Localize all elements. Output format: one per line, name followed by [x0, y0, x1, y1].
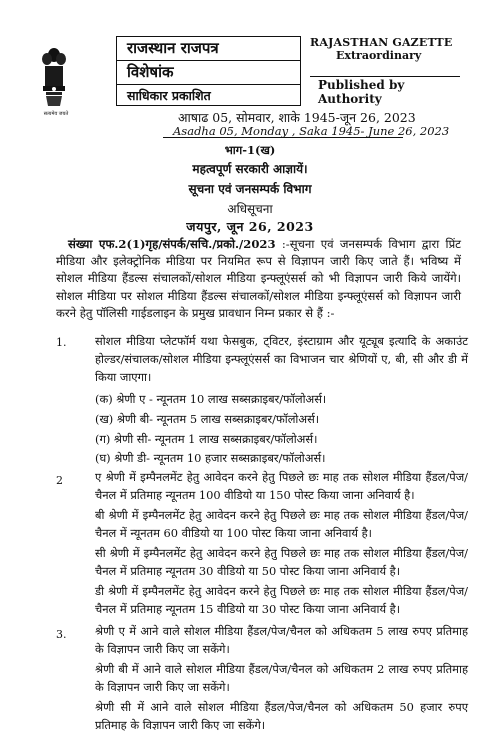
gazette-title-box: [116, 36, 301, 106]
date-english: Asadha 05, Monday , Saka 1945- June 26, 2023: [173, 124, 450, 138]
section-paragraph: ए श्रेणी में इम्पैनलमेंट हेतु आवेदन करने हेतु पिछले छः माह तक सोशल मीडिया हैंडल/पेज/चैनल में प्रतिमाह न्यूनतम 100 वीडियो या 150 पोस्ट किया जाना अनिवार्य है।: [95, 470, 468, 503]
section-text: सोशल मीडिया प्लेटफॉर्म यथा फेसबुक, ट्विटर, इंस्टाग्राम और यूट्यूब इत्यादि के अकाउंट होल्डर/संचालक/सोशल मीडिया इन्फ्लूएंसर्स का विभाजन चार श्रेणियों ए, बी, सी और डी में किया जाएगा।: [95, 334, 468, 385]
section-number: 2: [56, 474, 63, 487]
emblem-caption: सत्यमेव जयते: [43, 111, 69, 117]
section-paragraph: श्रेणी सी में आने वाले सोशल मीडिया हैंडल/पेज/चैनल को अधिकतम 50 हजार रुपए प्रतिमाह के विज्ञापन जारी किए जा सकेंगे।: [95, 700, 468, 733]
english-extraordinary-label: Extraordinary: [336, 49, 422, 62]
english-gazette-title: RAJASTHAN GAZETTE: [310, 36, 453, 49]
section-paragraph: डी श्रेणी में इम्पैनलमेंट हेतु आवेदन करने हेतु पिछले छः माह तक सोशल मीडिया हैंडल/पेज/चैनल में प्रतिमाह न्यूनतम 15 वीडियो या 30 पोस्ट किया जाना अनिवार्य है।: [95, 584, 468, 617]
hindi-gazette-title: राजस्थान राजपत्र: [117, 37, 300, 61]
state-emblem-icon: [40, 46, 68, 108]
section-paragraph: बी श्रेणी में इम्पैनलमेंट हेतु आवेदन करने हेतु पिछले छः माह तक सोशल मीडिया हैंडल/पेज/चैनल में न्यूनतम 60 वीडियो या 100 पोस्ट किया जाना अनिवार्य है।: [95, 508, 468, 541]
place-date: जयपुर, जून 26, 2023: [186, 219, 314, 234]
reference-number: संख्या एफ.2(1)गृह/संपर्क/सचि./प्रको./2023: [68, 237, 276, 251]
category-item: (ग) श्रेणी सी- न्यूनतम 1 लाख सब्सक्राइबर/फॉलोअर्स।: [95, 432, 318, 446]
header-divider: [310, 76, 460, 77]
date-divider: [163, 137, 403, 138]
notification-heading: अधिसूचना: [227, 202, 273, 216]
part-label: भाग-1(ख): [224, 143, 276, 157]
category-item: (ख) श्रेणी बी- न्यूनतम 5 लाख सब्सक्राइबर/फॉलोअर्स।: [95, 412, 320, 426]
section-paragraph: श्रेणी ए में आने वाले सोशल मीडिया हैंडल/पेज/चैनल को अधिकतम 5 लाख रुपए प्रतिमाह के विज्ञापन जारी किए जा सकेंगे।: [95, 624, 468, 657]
hindi-special-label: विशेषांक: [117, 61, 300, 85]
english-authority-label: Published by Authority: [318, 78, 405, 106]
english-title-block: [310, 36, 460, 106]
date-hindi: आषाढ 05, सोमवार, शाके 1945-जून 26, 2023: [178, 110, 416, 125]
intro-paragraph: [56, 236, 461, 322]
section-number: 3.: [56, 628, 67, 641]
category-item: (घ) श्रेणी डी- न्यूनतम 10 हजार सब्सक्राइबर/फॉलोअर्स।: [95, 451, 326, 465]
department-heading: सूचना एवं जनसम्पर्क विभाग: [188, 182, 312, 196]
category-item: (क) श्रेणी ए - न्यूनतम 10 लाख सब्सक्राइबर/फॉलोअर्स।: [95, 392, 327, 406]
section-paragraph: सी श्रेणी में इम्पैनलमेंट हेतु आवेदन करने हेतु पिछले छः माह तक सोशल मीडिया हैंडल/पेज/चैनल में प्रतिमाह न्यूनतम 30 वीडियो या 50 पोस्ट किया जाना अनिवार्य है।: [95, 546, 468, 579]
section-number: 1.: [56, 336, 67, 349]
section-paragraph: श्रेणी बी में आने वाले सोशल मीडिया हैंडल/पेज/चैनल को अधिकतम 2 लाख रुपए प्रतिमाह के विज्ञापन जारी किए जा सकेंगे।: [95, 662, 468, 695]
intro-text: :-सूचना एवं जनसम्पर्क विभाग द्वारा प्रिंट मीडिया और इलेक्ट्रोनिक मीडिया पर नियमित रूप से विज्ञापन जारी किए जाते हैं। भविष्य में सोशल मीडिया हैंडल्स संचालकों/सोशल मीडिया इन्फ्लूएंसर्स को भी विज्ञापन जारी किये जायेंगे। सोशल मीडिया पर सोशल मीडिया हैंडल्स संचालकों/सोशल मीडिया इन्फ्लूएंसर्स को विज्ञापन जारी करने हेतु पॉलिसी गाईडलाइन के प्रमुख प्रावधान निम्न प्रकार से हैं :-: [56, 237, 462, 320]
hindi-authority-label: साधिकार प्रकाशित: [127, 88, 211, 103]
important-orders-heading: महत्वपूर्ण सरकारी आज्ञायें।: [192, 162, 308, 176]
